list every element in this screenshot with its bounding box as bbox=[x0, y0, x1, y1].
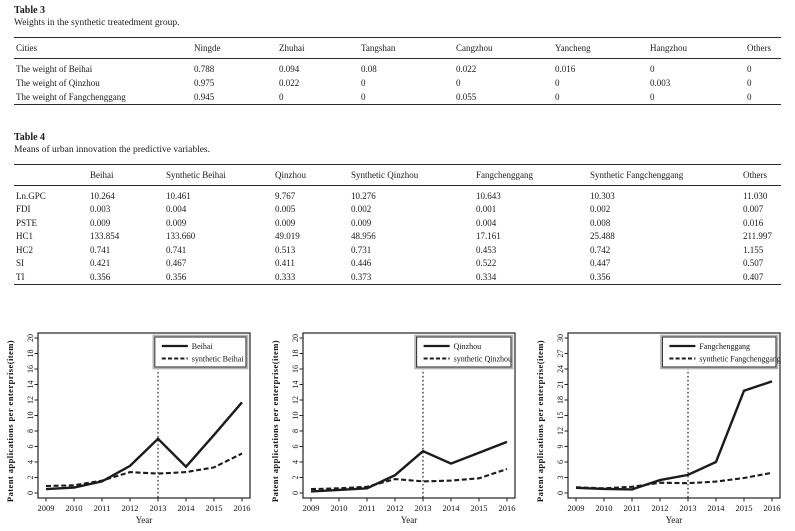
table-row bbox=[14, 59, 781, 77]
column-header: Others bbox=[743, 165, 781, 186]
column-header bbox=[14, 165, 90, 186]
cell: 0.003 bbox=[650, 78, 671, 88]
x-tick-label: 2010 bbox=[65, 502, 83, 513]
column-header: Cangzhou bbox=[456, 38, 555, 59]
cell: 10.264 bbox=[90, 190, 115, 201]
cell: 0.356 bbox=[166, 271, 187, 282]
column-header: Tangshan bbox=[361, 38, 456, 59]
cell: 133.854 bbox=[90, 231, 120, 242]
table-row bbox=[14, 270, 781, 284]
table3 bbox=[14, 37, 781, 105]
x-axis-label: Year bbox=[665, 514, 683, 525]
cell: 0.002 bbox=[590, 204, 611, 215]
y-tick-label: 20 bbox=[25, 333, 35, 342]
y-tick-label: 0 bbox=[555, 490, 565, 495]
cell: 1.155 bbox=[743, 244, 764, 255]
y-tick-label: 15 bbox=[555, 411, 565, 419]
cell: 0.007 bbox=[743, 204, 764, 215]
cell: 0.08 bbox=[361, 64, 377, 74]
y-tick-label: 30 bbox=[555, 333, 565, 342]
y-tick-label: 12 bbox=[25, 395, 35, 404]
y-tick-label: 18 bbox=[555, 395, 565, 404]
cell: 17.161 bbox=[476, 231, 501, 242]
table-row bbox=[14, 203, 781, 217]
cell: 0.446 bbox=[351, 258, 372, 269]
figure-row bbox=[0, 321, 795, 531]
row-label: HC2 bbox=[16, 244, 34, 255]
cell: 11.030 bbox=[743, 190, 768, 201]
cell: 0.016 bbox=[743, 217, 764, 228]
series-line-synthetic-fangchenggang bbox=[576, 472, 772, 488]
y-tick-label: 0 bbox=[290, 490, 300, 495]
x-tick-label: 2011 bbox=[93, 502, 111, 513]
table4-caption: Means of urban innovation the predictive variables. bbox=[14, 145, 211, 155]
column-header: Cities bbox=[14, 38, 194, 59]
header-row bbox=[14, 38, 781, 59]
cell: 0.001 bbox=[476, 204, 497, 215]
table4 bbox=[14, 164, 781, 285]
y-tick-label: 2 bbox=[25, 475, 35, 479]
cell: 49.019 bbox=[275, 231, 300, 242]
column-header: Synthetic Qinzhou bbox=[351, 165, 476, 186]
y-tick-label: 6 bbox=[555, 459, 565, 464]
cell: 48.956 bbox=[351, 231, 376, 242]
column-header: Yancheng bbox=[555, 38, 650, 59]
column-header: Qinzhou bbox=[275, 165, 351, 186]
cell: 0.005 bbox=[275, 204, 296, 215]
y-tick-label: 3 bbox=[555, 475, 565, 479]
y-tick-label: 16 bbox=[290, 364, 300, 373]
cell: 0.513 bbox=[275, 244, 296, 255]
x-tick-label: 2016 bbox=[498, 502, 516, 513]
cell: 10.643 bbox=[476, 190, 501, 201]
y-tick-label: 10 bbox=[25, 411, 35, 419]
cell: 0.356 bbox=[90, 271, 111, 282]
cell: 0.741 bbox=[166, 244, 187, 255]
cell: 0 bbox=[650, 92, 655, 102]
table-row bbox=[14, 76, 781, 90]
legend-label-beihai: Beihai bbox=[191, 341, 213, 351]
series-line-fangchenggang bbox=[576, 381, 772, 489]
cell: 0.334 bbox=[476, 271, 497, 282]
cell: 0.447 bbox=[590, 258, 611, 269]
y-tick-label: 12 bbox=[290, 395, 300, 404]
x-tick-label: 2013 bbox=[679, 502, 697, 513]
cell: 0.022 bbox=[456, 64, 477, 74]
x-tick-label: 2013 bbox=[414, 502, 432, 513]
x-tick-label: 2009 bbox=[37, 502, 55, 513]
cell: 10.303 bbox=[590, 190, 615, 201]
cell: 25.488 bbox=[590, 231, 615, 242]
y-tick-label: 2 bbox=[290, 475, 300, 479]
row-label: TI bbox=[16, 271, 25, 282]
table-row bbox=[14, 186, 781, 203]
table-row bbox=[14, 230, 781, 244]
cell: 0.945 bbox=[194, 92, 215, 102]
x-tick-label: 2013 bbox=[149, 502, 167, 513]
x-tick-label: 2015 bbox=[735, 502, 753, 513]
cell: 0 bbox=[650, 64, 655, 74]
cell: 211.997 bbox=[743, 231, 772, 242]
column-header: Zhuhai bbox=[279, 38, 361, 59]
cell: 0.003 bbox=[90, 204, 111, 215]
y-tick-label: 10 bbox=[290, 411, 300, 419]
cell: 0.004 bbox=[166, 204, 187, 215]
cell: 0.741 bbox=[90, 244, 111, 255]
y-axis-label: Patent applications per enterprise(item) bbox=[535, 339, 545, 502]
cell: 0.004 bbox=[476, 217, 497, 228]
table-row bbox=[14, 243, 781, 257]
y-tick-label: 8 bbox=[290, 428, 300, 433]
x-tick-label: 2016 bbox=[763, 502, 781, 513]
x-tick-label: 2015 bbox=[470, 502, 488, 513]
column-header: Others bbox=[747, 38, 781, 59]
y-tick-label: 0 bbox=[25, 490, 35, 495]
x-tick-label: 2010 bbox=[595, 502, 613, 513]
cell: 0.731 bbox=[351, 244, 372, 255]
cell: 0 bbox=[279, 92, 284, 102]
table3-caption: Weights in the synthetic treatedment group. bbox=[14, 18, 180, 28]
x-tick-label: 2015 bbox=[205, 502, 223, 513]
y-tick-label: 16 bbox=[25, 364, 35, 373]
table-row bbox=[14, 257, 781, 271]
table4-section bbox=[14, 131, 781, 285]
cell: 0 bbox=[361, 78, 366, 88]
legend-label-qinzhou: Qinzhou bbox=[453, 341, 482, 351]
cell: 0.421 bbox=[90, 258, 111, 269]
x-tick-label: 2011 bbox=[358, 502, 376, 513]
cell: 0.373 bbox=[351, 271, 372, 282]
row-label: SI bbox=[16, 258, 25, 269]
series-line-beihai bbox=[46, 402, 242, 489]
cell: 0.333 bbox=[275, 271, 296, 282]
y-tick-label: 14 bbox=[25, 380, 35, 388]
x-tick-label: 2014 bbox=[177, 502, 195, 513]
y-tick-label: 6 bbox=[290, 444, 300, 448]
y-axis-label: Patent applications per enterprise(item) bbox=[5, 339, 15, 502]
cell: 0.411 bbox=[275, 258, 295, 269]
row-label: The weight of Qinzhou bbox=[16, 78, 100, 88]
table-row bbox=[14, 216, 781, 230]
cell: 0.975 bbox=[194, 78, 215, 88]
row-label: The weight of Fangchenggang bbox=[16, 92, 126, 102]
x-tick-label: 2010 bbox=[330, 502, 348, 513]
row-label: The weight of Beihai bbox=[16, 64, 93, 74]
y-tick-label: 12 bbox=[555, 426, 565, 435]
y-tick-label: 6 bbox=[25, 444, 35, 448]
cell: 0 bbox=[747, 78, 752, 88]
cell: 0 bbox=[361, 92, 366, 102]
row-label: PSTE bbox=[16, 217, 38, 228]
cell: 0.009 bbox=[351, 217, 372, 228]
series-line-qinzhou bbox=[311, 441, 507, 491]
cell: 0.055 bbox=[456, 92, 477, 102]
series-line-synthetic-beihai bbox=[46, 453, 242, 486]
y-tick-label: 20 bbox=[290, 333, 300, 342]
x-axis-label: Year bbox=[135, 514, 153, 525]
chart-beihai bbox=[0, 321, 265, 531]
cell: 0.009 bbox=[90, 217, 111, 228]
column-header: Fangchenggang bbox=[476, 165, 590, 186]
x-tick-label: 2012 bbox=[386, 502, 404, 513]
cell: 10.461 bbox=[166, 190, 191, 201]
cell: 0.016 bbox=[555, 64, 576, 74]
cell: 0.009 bbox=[275, 217, 296, 228]
legend-label-fangchenggang: Fangchenggang bbox=[699, 341, 751, 351]
cell: 0.094 bbox=[279, 64, 300, 74]
cell: 0.009 bbox=[166, 217, 187, 228]
table-row bbox=[14, 90, 781, 105]
cell: 0.507 bbox=[743, 258, 764, 269]
cell: 0 bbox=[555, 78, 560, 88]
y-tick-label: 4 bbox=[290, 459, 300, 464]
cell: 0.453 bbox=[476, 244, 497, 255]
cell: 0.742 bbox=[590, 244, 611, 255]
y-tick-label: 18 bbox=[290, 349, 300, 357]
y-tick-label: 9 bbox=[555, 444, 565, 448]
y-tick-label: 14 bbox=[290, 380, 300, 388]
cell: 0.008 bbox=[590, 217, 611, 228]
series-line-synthetic-qinzhou bbox=[311, 469, 507, 489]
cell: 0.407 bbox=[743, 271, 764, 282]
cell: 10.276 bbox=[351, 190, 376, 201]
row-label: Ln.GPC bbox=[16, 190, 46, 201]
cell: 9.767 bbox=[275, 190, 296, 201]
column-header: Hangzhou bbox=[650, 38, 747, 59]
x-axis-label: Year bbox=[400, 514, 418, 525]
x-tick-label: 2009 bbox=[567, 502, 585, 513]
table4-title: Table 4 bbox=[14, 132, 46, 143]
legend-label-synthetic-fangchenggang: synthetic Fangchenggang bbox=[699, 353, 781, 363]
x-tick-label: 2016 bbox=[233, 502, 251, 513]
cell: 0.022 bbox=[279, 78, 300, 88]
column-header: Beihai bbox=[90, 165, 166, 186]
row-label: HC1 bbox=[16, 231, 34, 242]
cell: 0.002 bbox=[351, 204, 372, 215]
x-tick-label: 2014 bbox=[707, 502, 725, 513]
y-tick-label: 18 bbox=[25, 349, 35, 357]
cell: 133.660 bbox=[166, 231, 196, 242]
cell: 0.356 bbox=[590, 271, 611, 282]
x-tick-label: 2011 bbox=[623, 502, 641, 513]
y-tick-label: 21 bbox=[555, 380, 565, 388]
y-tick-label: 24 bbox=[555, 364, 565, 373]
y-tick-label: 27 bbox=[555, 349, 565, 357]
cell: 0 bbox=[747, 92, 752, 102]
row-label: FDI bbox=[16, 204, 31, 215]
cell: 0.467 bbox=[166, 258, 187, 269]
legend-label-synthetic-beihai: synthetic Beihai bbox=[191, 353, 244, 363]
column-header: Synthetic Beihai bbox=[166, 165, 275, 186]
y-tick-label: 8 bbox=[25, 428, 35, 433]
table3-section bbox=[14, 4, 781, 105]
cell: 0 bbox=[555, 92, 560, 102]
chart-qinzhou bbox=[265, 321, 530, 531]
x-tick-label: 2014 bbox=[442, 502, 460, 513]
cell: 0 bbox=[747, 64, 752, 74]
x-tick-label: 2012 bbox=[651, 502, 669, 513]
x-tick-label: 2012 bbox=[121, 502, 139, 513]
x-tick-label: 2009 bbox=[302, 502, 320, 513]
cell: 0 bbox=[456, 78, 461, 88]
header-row bbox=[14, 165, 781, 186]
cell: 0.788 bbox=[194, 64, 215, 74]
legend-label-synthetic-qinzhou: synthetic Qinzhou bbox=[453, 353, 513, 363]
cell: 0.522 bbox=[476, 258, 497, 269]
y-axis-label: Patent applications per enterprise(item) bbox=[270, 339, 280, 502]
column-header: Synthetic Fangchenggang bbox=[590, 165, 743, 186]
y-tick-label: 4 bbox=[25, 459, 35, 464]
table3-title: Table 3 bbox=[14, 5, 46, 16]
chart-fangchenggang bbox=[530, 321, 795, 531]
column-header: Ningde bbox=[194, 38, 279, 59]
